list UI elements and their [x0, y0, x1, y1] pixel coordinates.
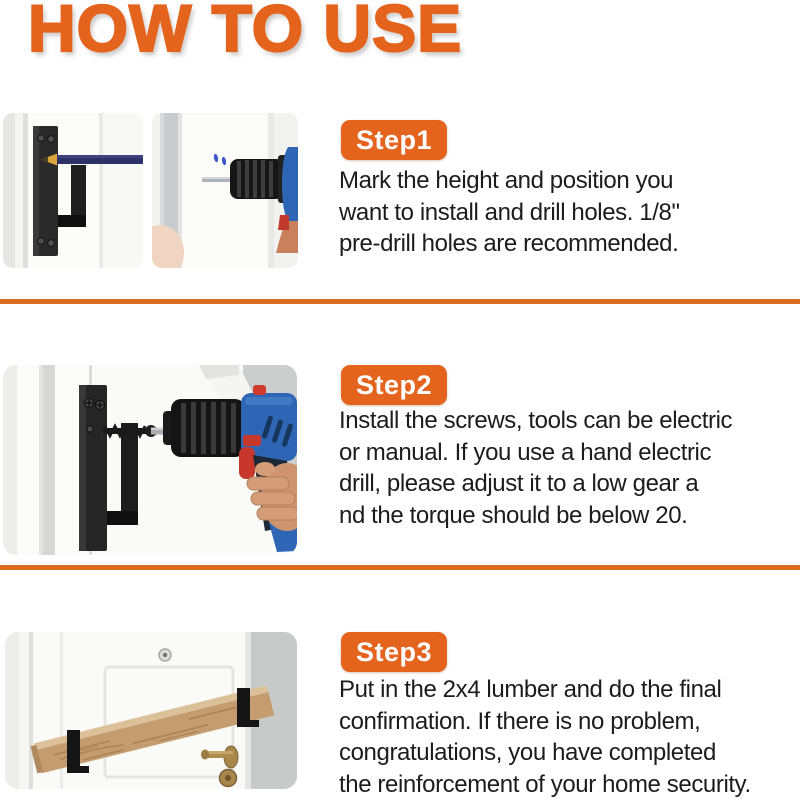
peephole: [159, 649, 171, 661]
bracket-marking-illustration: [3, 113, 143, 268]
step2-line-1: Install the screws, tools can be electric: [339, 407, 733, 434]
step2-line-4: nd the torque should be below 20.: [339, 501, 688, 529]
door-lumber-illustration: [5, 632, 297, 789]
step1-line-1: Mark the height and position you: [339, 167, 674, 194]
drill-screws-illustration: [3, 365, 297, 555]
drill-pilot-holes-illustration: [152, 113, 298, 268]
step1-line-3: pre-drill holes are recommended.: [339, 230, 679, 257]
step3-line-3: congratulations, you have completed: [339, 739, 716, 766]
deadbolt-lock: [220, 770, 237, 787]
step3-badge: Step3: [341, 632, 447, 672]
step2-drill-screws-photo: [3, 365, 297, 555]
step1-description: [339, 165, 794, 260]
section-divider-2: [0, 565, 800, 570]
step2-badge: Step2: [341, 365, 447, 405]
step2-description: [339, 405, 794, 531]
page-title: HOW TO USE: [28, 0, 463, 65]
step3-line-2: confirmation. If there is no problem,: [339, 707, 701, 735]
step1-bracket-marking-photo: [3, 113, 143, 268]
step1-line-2: want to install and drill holes. 1/8": [339, 198, 680, 226]
step1-badge: Step1: [341, 120, 447, 160]
step3-line-1: Put in the 2x4 lumber and do the final: [339, 676, 722, 703]
section-divider-1: [0, 299, 800, 304]
step1-drill-pilot-holes-photo: [152, 113, 298, 268]
marker-pencil: [41, 154, 143, 166]
step2-line-2: or manual. If you use a hand electric: [339, 438, 712, 466]
step2-line-3: drill, please adjust it to a low gear a: [339, 470, 699, 497]
step3-door-lumber-photo: [5, 632, 297, 789]
step3-line-4: the reinforcement of your home security.: [339, 770, 751, 798]
step3-description: [339, 674, 794, 800]
